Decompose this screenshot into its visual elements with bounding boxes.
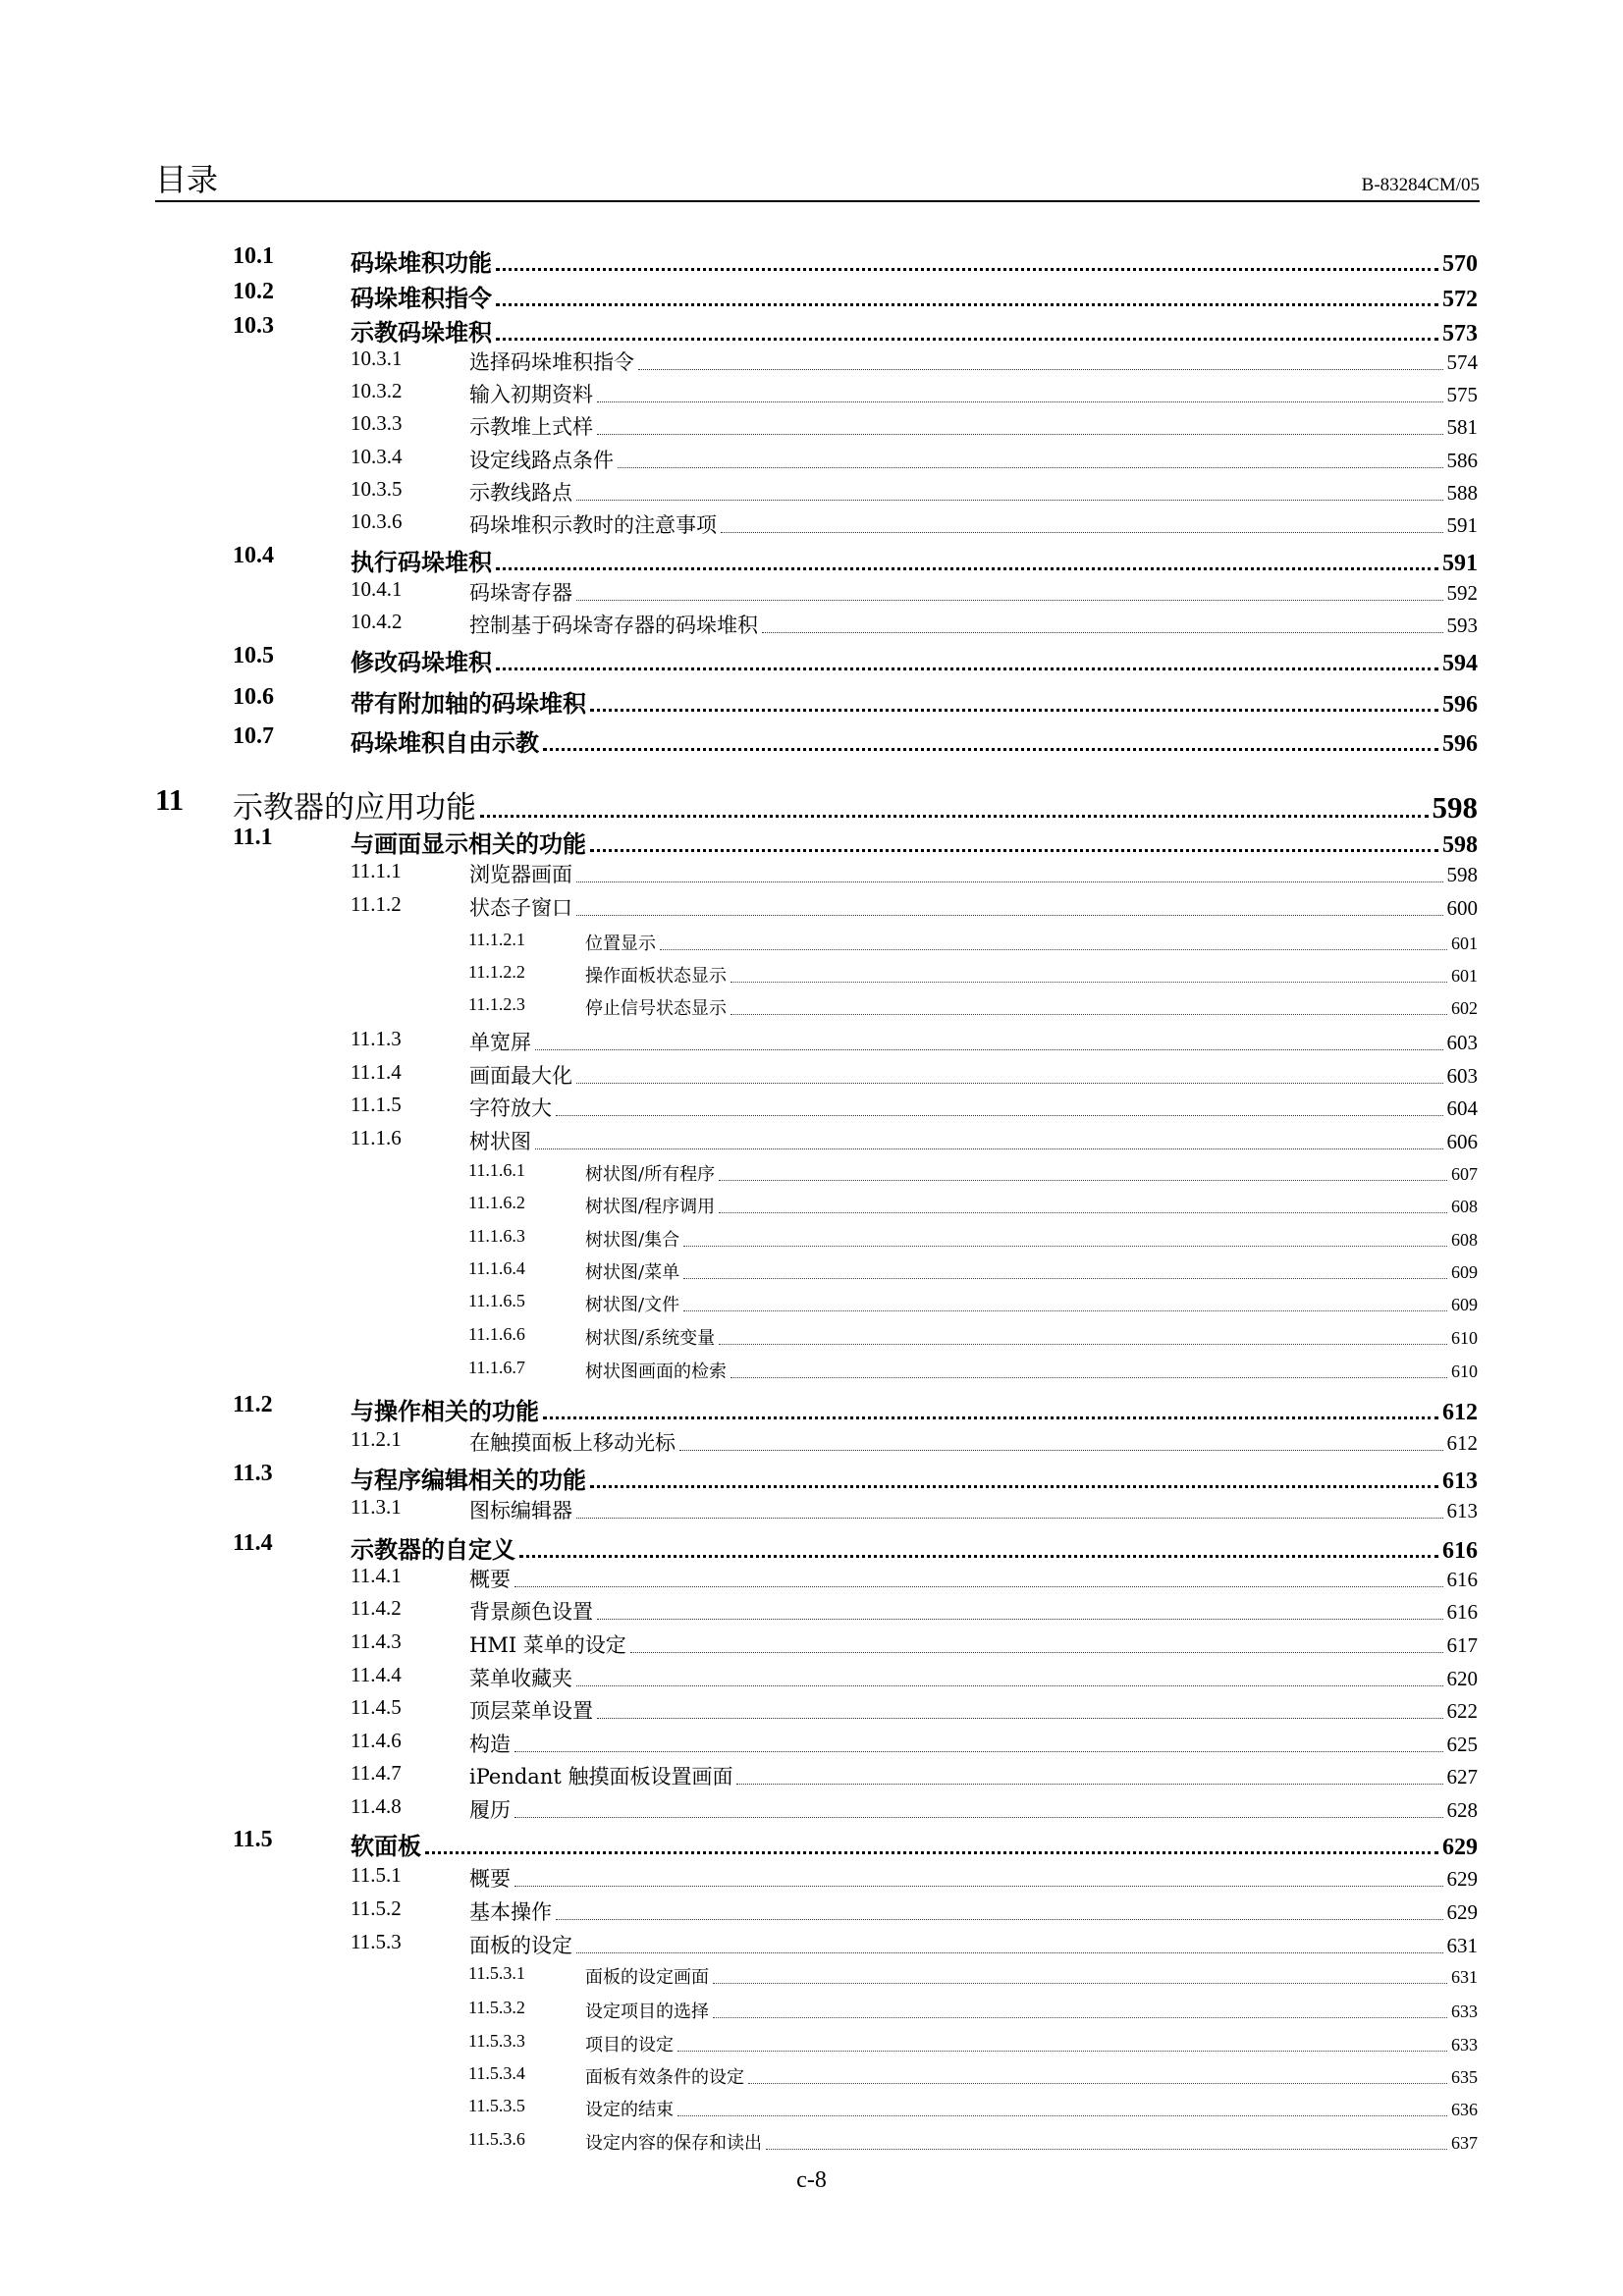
toc-entry-page: 588 xyxy=(1446,481,1478,505)
toc-entry-number: 11.4.3 xyxy=(351,1629,402,1653)
toc-entry-title: 示教线路点 xyxy=(469,481,572,505)
toc-entry-number: 11.1 xyxy=(233,825,273,850)
toc-entry[interactable] xyxy=(233,723,1478,758)
toc-entry-page: 610 xyxy=(1451,1362,1478,1381)
dot-leader xyxy=(496,567,1438,570)
toc-entry[interactable] xyxy=(468,1226,1478,1252)
toc-entry[interactable] xyxy=(468,930,1478,955)
toc-entry-title: 修改码垛堆积 xyxy=(351,648,492,676)
toc-entry-page: 603 xyxy=(1446,1064,1478,1088)
toc-entry-number: 10.3.4 xyxy=(351,445,403,468)
dot-leader xyxy=(638,369,1443,370)
dot-leader xyxy=(677,2115,1447,2116)
toc-entry[interactable] xyxy=(351,411,1478,441)
toc-entry-page: 609 xyxy=(1451,1295,1478,1314)
toc-entry-title: 示教码垛堆积 xyxy=(351,318,492,347)
toc-entry-number: 11.3 xyxy=(233,1461,273,1486)
toc-entry[interactable] xyxy=(351,1126,1478,1155)
toc-entry-title: 概要 xyxy=(469,1867,511,1891)
toc-entry-title: 构造 xyxy=(469,1733,511,1756)
toc-entry-title: 选择码垛堆积指令 xyxy=(469,350,634,374)
toc-entry[interactable] xyxy=(468,2129,1478,2155)
toc-entry-number: 11.3.1 xyxy=(351,1495,402,1519)
toc-entry-number: 11.4.2 xyxy=(351,1596,402,1620)
header-title: 目录 xyxy=(155,161,219,198)
toc-entry-page: 613 xyxy=(1442,1468,1478,1494)
toc-entry-title: 菜单收藏夹 xyxy=(469,1667,572,1690)
toc-entry-title: 设定项目的选择 xyxy=(585,2002,709,2022)
dot-leader xyxy=(543,1416,1438,1419)
toc-entry[interactable] xyxy=(468,1291,1478,1316)
toc-entry-title: 履历 xyxy=(469,1798,511,1822)
toc-entry[interactable] xyxy=(351,1027,1478,1056)
toc-entry[interactable] xyxy=(233,1827,1478,1861)
dot-leader xyxy=(535,1148,1443,1149)
dot-leader xyxy=(576,1685,1443,1686)
toc-entry-title: 树状图/所有程序 xyxy=(585,1164,716,1185)
toc-entry[interactable] xyxy=(233,243,1478,278)
dot-leader xyxy=(719,1212,1447,1213)
toc-entry[interactable] xyxy=(351,1863,1478,1893)
toc-entry-page: 601 xyxy=(1451,934,1478,953)
toc-entry-page: 586 xyxy=(1446,449,1478,472)
toc-entry[interactable] xyxy=(351,1060,1478,1090)
toc-entry-page: 574 xyxy=(1446,350,1478,374)
toc-entry[interactable] xyxy=(351,1930,1478,1959)
toc-entry[interactable] xyxy=(351,347,1478,376)
dot-leader xyxy=(597,1718,1443,1719)
toc-entry-number: 11.5.1 xyxy=(351,1863,402,1887)
toc-entry-page: 622 xyxy=(1446,1699,1478,1723)
toc-entry-number: 11.1.2 xyxy=(351,892,402,916)
toc-entry[interactable] xyxy=(468,2063,1478,2089)
dot-leader xyxy=(683,1246,1447,1247)
toc-entry-title: 设定内容的保存和读出 xyxy=(585,2133,762,2154)
dot-leader xyxy=(576,500,1443,501)
dot-leader xyxy=(590,1485,1438,1488)
toc-entry-page: 603 xyxy=(1446,1031,1478,1054)
toc-entry-title: 背景颜色设置 xyxy=(469,1600,593,1624)
toc-entry-title: 位置显示 xyxy=(585,934,656,954)
toc-entry-number: 11.5.3.3 xyxy=(468,2031,525,2051)
toc-entry[interactable] xyxy=(233,684,1478,719)
toc-entry-number: 11.4 xyxy=(233,1530,273,1556)
toc-entry-title: 与画面显示相关的功能 xyxy=(351,829,586,858)
toc-entry-title: 码垛堆积功能 xyxy=(351,248,492,277)
toc-entry-page: 612 xyxy=(1442,1400,1478,1425)
toc-entry-page: 627 xyxy=(1446,1765,1478,1789)
toc-entry[interactable] xyxy=(351,1629,1478,1659)
toc-entry-title: 单宽屏 xyxy=(469,1031,531,1054)
toc-entry-page: 593 xyxy=(1446,614,1478,637)
toc-entry-number: 11.2.1 xyxy=(351,1427,402,1451)
page-footer: c-8 xyxy=(796,2167,827,2193)
toc-entry-number: 11.5.3.2 xyxy=(468,1998,525,2017)
toc-entry-number: 10.3 xyxy=(233,313,274,339)
toc-entry-number: 11.1.2.1 xyxy=(468,930,525,949)
toc-entry-title: 树状图/系统变量 xyxy=(585,1328,716,1349)
toc-entry[interactable] xyxy=(233,825,1478,859)
toc-entry-title: 面板的设定画面 xyxy=(585,1967,709,1988)
toc-entry-number: 10.3.2 xyxy=(351,379,403,402)
toc-entry-page: 598 xyxy=(1446,863,1478,886)
toc-entry-page: 631 xyxy=(1451,1967,1478,1987)
toc-entry[interactable] xyxy=(351,445,1478,474)
toc-entry-title: 带有附加轴的码垛堆积 xyxy=(351,689,586,718)
dot-leader xyxy=(590,709,1438,712)
dot-leader xyxy=(425,1851,1438,1854)
dot-leader xyxy=(730,1377,1447,1378)
toc-entry-number: 10.5 xyxy=(233,643,274,668)
toc-entry-title: 画面最大化 xyxy=(469,1064,572,1088)
dot-leader xyxy=(496,338,1438,341)
toc-entry[interactable] xyxy=(351,1663,1478,1692)
toc-entry-number: 10.4 xyxy=(233,543,274,568)
toc-entry-title: 浏览器画面 xyxy=(469,863,572,886)
toc-entry[interactable] xyxy=(351,1564,1478,1593)
toc-entry-number: 10.7 xyxy=(233,723,274,749)
toc-entry-number: 11.4.1 xyxy=(351,1564,402,1587)
dot-leader xyxy=(719,1344,1447,1345)
toc-entry-title: 设定的结束 xyxy=(585,2100,674,2120)
toc-entry-title: 码垛寄存器 xyxy=(469,581,572,605)
toc-entry-page: 629 xyxy=(1446,1900,1478,1924)
toc-entry-title: 码垛堆积指令 xyxy=(351,284,492,312)
dot-leader xyxy=(597,1619,1443,1620)
toc-entry-number: 11.1.1 xyxy=(351,859,402,882)
toc-entry-number: 11.1.6.7 xyxy=(468,1358,525,1377)
toc-entry-page: 598 xyxy=(1432,790,1478,825)
dot-leader xyxy=(713,2017,1447,2018)
toc-entry-page: 573 xyxy=(1442,321,1478,347)
toc-entry[interactable] xyxy=(468,1358,1478,1383)
toc-entry-number: 11.2 xyxy=(233,1392,273,1417)
toc-entry-page: 608 xyxy=(1451,1230,1478,1250)
toc-entry-title: HMI 菜单的设定 xyxy=(469,1633,626,1657)
toc-entry-page: 616 xyxy=(1442,1538,1478,1564)
toc-entry-page: 592 xyxy=(1446,581,1478,605)
toc-entry-title: 概要 xyxy=(469,1568,511,1591)
toc-entry-number: 11.1.6.2 xyxy=(468,1193,525,1212)
dot-leader xyxy=(576,881,1443,882)
toc-entry-page: 606 xyxy=(1446,1130,1478,1153)
dot-leader xyxy=(514,1586,1443,1587)
dot-leader xyxy=(576,1083,1443,1084)
toc-entry-title: 执行码垛堆积 xyxy=(351,548,492,576)
dot-leader xyxy=(730,1014,1447,1015)
toc-entry-title: 码垛堆积自由示教 xyxy=(351,728,539,757)
toc-entry-number: 10.3.5 xyxy=(351,477,403,501)
toc-entry-number: 10.4.1 xyxy=(351,577,403,601)
toc-entry-number: 10.2 xyxy=(233,279,274,304)
toc-entry-page: 628 xyxy=(1446,1798,1478,1822)
toc-entry[interactable] xyxy=(351,1729,1478,1758)
dot-leader xyxy=(496,303,1438,306)
toc-entry-page: 604 xyxy=(1446,1096,1478,1120)
dot-leader xyxy=(597,401,1443,402)
toc-entry-page: 625 xyxy=(1446,1733,1478,1756)
toc-entry-title: 图标编辑器 xyxy=(469,1499,572,1522)
toc-entry-number: 11.1.2.2 xyxy=(468,962,525,982)
toc-entry[interactable] xyxy=(468,2031,1478,2056)
toc-entry-page: 591 xyxy=(1442,551,1478,576)
toc-entry-page: 600 xyxy=(1446,896,1478,920)
toc-entry-title: 控制基于码垛寄存器的码垛堆积 xyxy=(469,614,758,637)
dot-leader xyxy=(683,1278,1447,1279)
toc-entry-page: 609 xyxy=(1451,1262,1478,1282)
toc-entry-number: 11.5.3 xyxy=(351,1930,402,1953)
toc-entry-page: 633 xyxy=(1451,2002,1478,2021)
toc-entry-page: 572 xyxy=(1442,287,1478,312)
toc-entry[interactable] xyxy=(351,1794,1478,1824)
toc-entry-number: 11.4.6 xyxy=(351,1729,402,1752)
dot-leader xyxy=(677,2051,1447,2052)
toc-entry-page: 596 xyxy=(1442,731,1478,757)
toc-entry-number: 11.4.8 xyxy=(351,1794,402,1818)
toc-entry-number: 10.3.3 xyxy=(351,411,403,435)
toc-entry[interactable] xyxy=(351,1427,1478,1457)
toc-entry-page: 629 xyxy=(1442,1835,1478,1860)
dot-leader xyxy=(576,1952,1443,1953)
toc-entry-title: 与操作相关的功能 xyxy=(351,1397,539,1425)
toc-entry-page: 620 xyxy=(1446,1667,1478,1690)
dot-leader xyxy=(762,632,1443,633)
toc-entry[interactable] xyxy=(468,1193,1478,1218)
toc-entry-title: 状态子窗口 xyxy=(469,896,572,920)
toc-entry-title: 项目的设定 xyxy=(585,2035,674,2056)
toc-entry[interactable] xyxy=(468,1160,1478,1186)
toc-entry-number: 11.5.3.4 xyxy=(468,2063,525,2083)
toc-entry[interactable] xyxy=(468,1324,1478,1350)
toc-entry-number: 11.5.2 xyxy=(351,1896,402,1920)
toc-entry-page: 610 xyxy=(1451,1328,1478,1348)
dot-leader xyxy=(556,1919,1443,1920)
toc-entry-title: 树状图/程序调用 xyxy=(585,1197,716,1217)
toc-entry[interactable] xyxy=(351,1093,1478,1122)
toc-entry-page: 629 xyxy=(1446,1867,1478,1891)
toc-entry-page: 613 xyxy=(1446,1499,1478,1522)
dot-leader xyxy=(618,467,1443,468)
dot-leader xyxy=(535,1049,1443,1050)
toc-entry-page: 594 xyxy=(1442,651,1478,676)
toc-entry-title: 码垛堆积示教时的注意事项 xyxy=(469,513,717,537)
toc-entry-number: 11.5 xyxy=(233,1827,273,1852)
toc-entry[interactable] xyxy=(233,543,1478,577)
toc-entry-title: 树状图/菜单 xyxy=(585,1262,680,1283)
toc-entry[interactable] xyxy=(351,577,1478,607)
dot-leader xyxy=(630,1652,1443,1653)
dot-leader xyxy=(719,1180,1447,1181)
toc-entry-title: 示教器的应用功能 xyxy=(233,790,476,826)
toc-entry-page: 607 xyxy=(1451,1164,1478,1184)
toc-entry-number: 11.4.5 xyxy=(351,1695,402,1719)
toc-entry-number: 11.4.7 xyxy=(351,1761,402,1785)
toc-entry-number: 10.6 xyxy=(233,684,274,710)
toc-entry-number: 11.5.3.1 xyxy=(468,1963,525,1983)
toc-entry-title: 树状图 xyxy=(469,1130,531,1153)
toc-entry[interactable] xyxy=(351,509,1478,539)
toc-entry-page: 631 xyxy=(1446,1934,1478,1957)
toc-entry-number: 11.1.6.5 xyxy=(468,1291,525,1310)
toc-entry-title: 面板的设定 xyxy=(469,1934,572,1957)
toc-entry-number: 11.1.6 xyxy=(351,1126,402,1149)
dot-leader xyxy=(543,748,1438,751)
toc-entry-title: 字符放大 xyxy=(469,1096,552,1120)
dot-leader xyxy=(590,849,1438,852)
toc-entry[interactable] xyxy=(351,379,1478,408)
toc-entry[interactable] xyxy=(155,782,1478,827)
toc-entry-title: 输入初期资料 xyxy=(469,383,593,406)
toc-entry-title: 面板有效条件的设定 xyxy=(585,2067,744,2088)
dot-leader xyxy=(736,1784,1442,1785)
dot-leader xyxy=(496,268,1438,271)
toc-entry[interactable] xyxy=(468,1258,1478,1284)
toc-entry[interactable] xyxy=(468,1998,1478,2023)
toc-entry-number: 10.1 xyxy=(233,243,274,269)
toc-entry[interactable] xyxy=(233,643,1478,677)
toc-entry-page: 575 xyxy=(1446,383,1478,406)
toc-entry-title: 树状图画面的检索 xyxy=(585,1362,727,1382)
toc-entry-title: 在触摸面板上移动光标 xyxy=(469,1431,676,1455)
toc-entry[interactable] xyxy=(233,1530,1478,1565)
dot-leader xyxy=(514,1751,1443,1752)
dot-leader xyxy=(514,1817,1443,1818)
toc-entry[interactable] xyxy=(468,962,1478,988)
toc-entry-title: 与程序编辑相关的功能 xyxy=(351,1466,586,1494)
dot-leader xyxy=(519,1555,1438,1558)
toc-entry-number: 10.3.1 xyxy=(351,347,403,370)
dot-leader xyxy=(660,949,1447,950)
toc-entry[interactable] xyxy=(233,279,1478,313)
toc-entry-title: 树状图/文件 xyxy=(585,1295,680,1315)
toc-entry-page: 596 xyxy=(1442,692,1478,718)
dot-leader xyxy=(713,1983,1447,1984)
toc-entry-page: 636 xyxy=(1451,2100,1478,2119)
dot-leader xyxy=(576,600,1443,601)
toc-entry-page: 581 xyxy=(1446,415,1478,439)
toc-entry-page: 602 xyxy=(1451,998,1478,1018)
toc-entry-page: 591 xyxy=(1446,513,1478,537)
toc-entry-title: 示教器的自定义 xyxy=(351,1535,515,1564)
toc-entry[interactable] xyxy=(468,2096,1478,2121)
dot-leader xyxy=(576,1518,1443,1519)
toc-entry-page: 570 xyxy=(1442,251,1478,277)
toc-entry-page: 617 xyxy=(1446,1633,1478,1657)
toc-entry-title: 软面板 xyxy=(351,1832,421,1860)
toc-entry-title: 顶层菜单设置 xyxy=(469,1699,593,1723)
toc-entry-title: 停止信号状态显示 xyxy=(585,998,727,1019)
toc-entry-number: 10.4.2 xyxy=(351,610,403,633)
toc-entry-title: 示教堆上式样 xyxy=(469,415,593,439)
toc-entry[interactable] xyxy=(233,1392,1478,1426)
toc-entry-number: 10.3.6 xyxy=(351,509,403,533)
toc-entry-number: 11.1.2.3 xyxy=(468,994,525,1014)
toc-entry-page: 637 xyxy=(1451,2133,1478,2153)
toc-entry[interactable] xyxy=(233,313,1478,347)
toc-entry-number: 11.1.3 xyxy=(351,1027,402,1050)
toc-entry-title: 操作面板状态显示 xyxy=(585,966,727,987)
toc-entry-number: 11.1.6.6 xyxy=(468,1324,525,1344)
toc-entry-page: 635 xyxy=(1451,2067,1478,2087)
toc-entry-number: 11.1.6.4 xyxy=(468,1258,525,1278)
toc-entry[interactable] xyxy=(351,1896,1478,1926)
dot-leader xyxy=(514,1886,1443,1887)
toc-entry[interactable] xyxy=(351,892,1478,922)
dot-leader xyxy=(556,1115,1443,1116)
dot-leader xyxy=(679,1450,1443,1451)
toc-entry[interactable] xyxy=(351,477,1478,507)
toc-entry[interactable] xyxy=(351,859,1478,888)
dot-leader xyxy=(576,915,1443,916)
dot-leader xyxy=(597,434,1443,435)
toc-entry-number: 11.1.6.3 xyxy=(468,1226,525,1246)
dot-leader xyxy=(496,667,1438,670)
toc-entry-number: 11.4.4 xyxy=(351,1663,402,1686)
toc-entry[interactable] xyxy=(468,1963,1478,1989)
toc-entry-number: 11.1.6.1 xyxy=(468,1160,525,1180)
toc-entry-number: 11.1.5 xyxy=(351,1093,402,1116)
toc-entry-title: 设定线路点条件 xyxy=(469,449,614,472)
page-header xyxy=(155,161,1480,202)
dot-leader xyxy=(683,1310,1447,1311)
toc-entry[interactable] xyxy=(351,1596,1478,1626)
dot-leader xyxy=(721,532,1443,533)
toc-entry[interactable] xyxy=(351,1695,1478,1725)
toc-entry[interactable] xyxy=(351,610,1478,639)
toc-entry-number: 11.1.4 xyxy=(351,1060,402,1084)
toc-entry-title: iPendant 触摸面板设置画面 xyxy=(469,1765,733,1789)
toc-entry-page: 612 xyxy=(1446,1431,1478,1455)
toc-entry-title: 树状图/集合 xyxy=(585,1230,680,1251)
toc-entry-number: 11.5.3.6 xyxy=(468,2129,525,2149)
toc-entry-title: 基本操作 xyxy=(469,1900,552,1924)
toc-entry-page: 616 xyxy=(1446,1568,1478,1591)
dot-leader xyxy=(748,2083,1447,2084)
dot-leader xyxy=(766,2149,1447,2150)
toc-entry-page: 616 xyxy=(1446,1600,1478,1624)
toc-entry[interactable] xyxy=(233,1461,1478,1495)
toc-entry-page: 601 xyxy=(1451,966,1478,986)
dot-leader xyxy=(730,982,1447,983)
toc-entry-number: 11 xyxy=(155,782,185,817)
toc-entry-page: 633 xyxy=(1451,2035,1478,2055)
dot-leader xyxy=(480,815,1429,818)
toc-entry[interactable] xyxy=(351,1761,1478,1790)
toc-entry-page: 598 xyxy=(1442,832,1478,858)
document-number: B-83284CM/05 xyxy=(1361,175,1480,195)
toc-entry[interactable] xyxy=(468,994,1478,1020)
toc-entry-page: 608 xyxy=(1451,1197,1478,1216)
toc-entry[interactable] xyxy=(351,1495,1478,1524)
toc-entry-number: 11.5.3.5 xyxy=(468,2096,525,2115)
